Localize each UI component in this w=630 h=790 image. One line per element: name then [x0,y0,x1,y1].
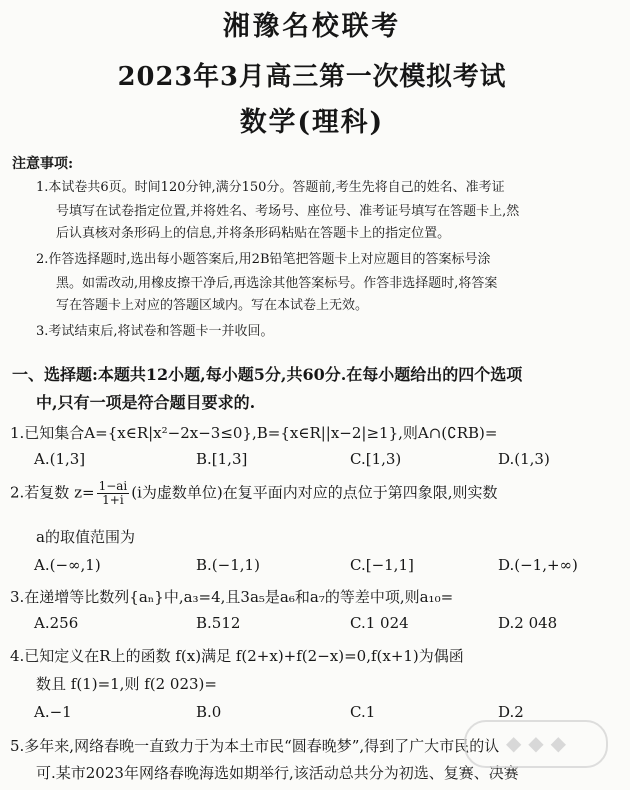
question-stem [10,480,498,507]
question-stem-continued: 可.某市2023年网络春晚海选如期举行,该活动总共分为初选、复赛、决赛 [36,764,519,782]
question-stem: 3.在递增等比数列{aₙ}中,a₃=4,且3a₅是a₆和a₇的等差中项,则a₁₀= [10,588,454,606]
exam-series-title: 湘豫名校联考 [222,11,402,42]
notice-line: 2.作答选择题时,选出每小题答案后,用2B铅笔把答题卡上对应题目的答案标号涂 [36,252,491,267]
question-stem-suffix: (i为虚数单位)在复平面内对应的点位于第四象限,则实数 [131,483,498,502]
option-a: A.−1 [34,703,72,721]
question-stem: 1.已知集合A={x∈R|x²−2x−3≤0},B={x∈R||x−2|≥1},则A∩(∁RB)= [10,424,498,442]
notice-line: 写在答题卡上对应的答题区域内。写在本试卷上无效。 [56,298,369,313]
option-d: D.(1,3) [498,450,550,468]
fraction-numerator: 1−ai [98,479,128,493]
option-a: A.(1,3] [34,450,86,468]
notice-line: 后认真核对条形码上的信息,并将条形码粘贴在答题卡上的指定位置。 [56,226,451,241]
question-stem: 5.多年来,网络春晚一直致力于为本土市民“圆春晚梦”,得到了广大市民的认 [10,737,500,755]
option-b: B.[1,3] [196,450,248,468]
exam-date-title: 2023年3月高三第一次模拟考试 [117,62,507,92]
question-stem: 4.已知定义在R上的函数 f(x)满足 f(2+x)+f(2−x)=0,f(x+1)为偶函 [10,647,464,665]
notice-line: 3.考试结束后,将试卷和答题卡一并收回。 [36,324,274,339]
option-a: A.(−∞,1) [34,556,101,574]
section-instructions: 一、选择题:本题共12小题,每小题5分,共60分.在每小题给出的四个选项 [12,365,523,384]
option-c: C.1 [350,703,376,721]
notice-heading: 注意事项: [12,156,74,172]
option-a: A.256 [34,614,79,632]
watermark-logo: ◆ ◆ ◆ [464,720,608,768]
question-stem-prefix: 2.若复数 z= [10,483,95,502]
option-d: D.2 048 [498,614,558,632]
question-stem-continued: 数且 f(1)=1,则 f(2 023)= [36,675,217,693]
fraction-denominator: 1+i [102,493,124,507]
fraction [97,480,130,507]
option-c: C.[1,3) [350,450,402,468]
option-b: B.0 [196,703,222,721]
option-b: B.512 [196,614,241,632]
option-c: C.[−1,1] [350,556,414,574]
question-stem-continued: a的取值范围为 [36,528,135,546]
notice-line: 号填写在试卷指定位置,并将姓名、考场号、座位号、准考证号填写在答题卡上,然 [56,204,520,219]
section-instructions: 中,只有一项是符合题目要求的. [36,393,256,412]
notice-line: 1.本试卷共6页。时间120分钟,满分150分。答题前,考生先将自己的姓名、准考证 [36,180,505,195]
option-d: D.2 [498,703,524,721]
notice-line: 黑。如需改动,用橡皮擦干净后,再选涂其他答案标号。作答非选择题时,将答案 [56,276,498,291]
option-b: B.(−1,1) [196,556,260,574]
option-c: C.1 024 [350,614,409,632]
exam-subject-title: 数学(理科) [239,107,385,138]
option-d: D.(−1,+∞) [498,556,578,574]
